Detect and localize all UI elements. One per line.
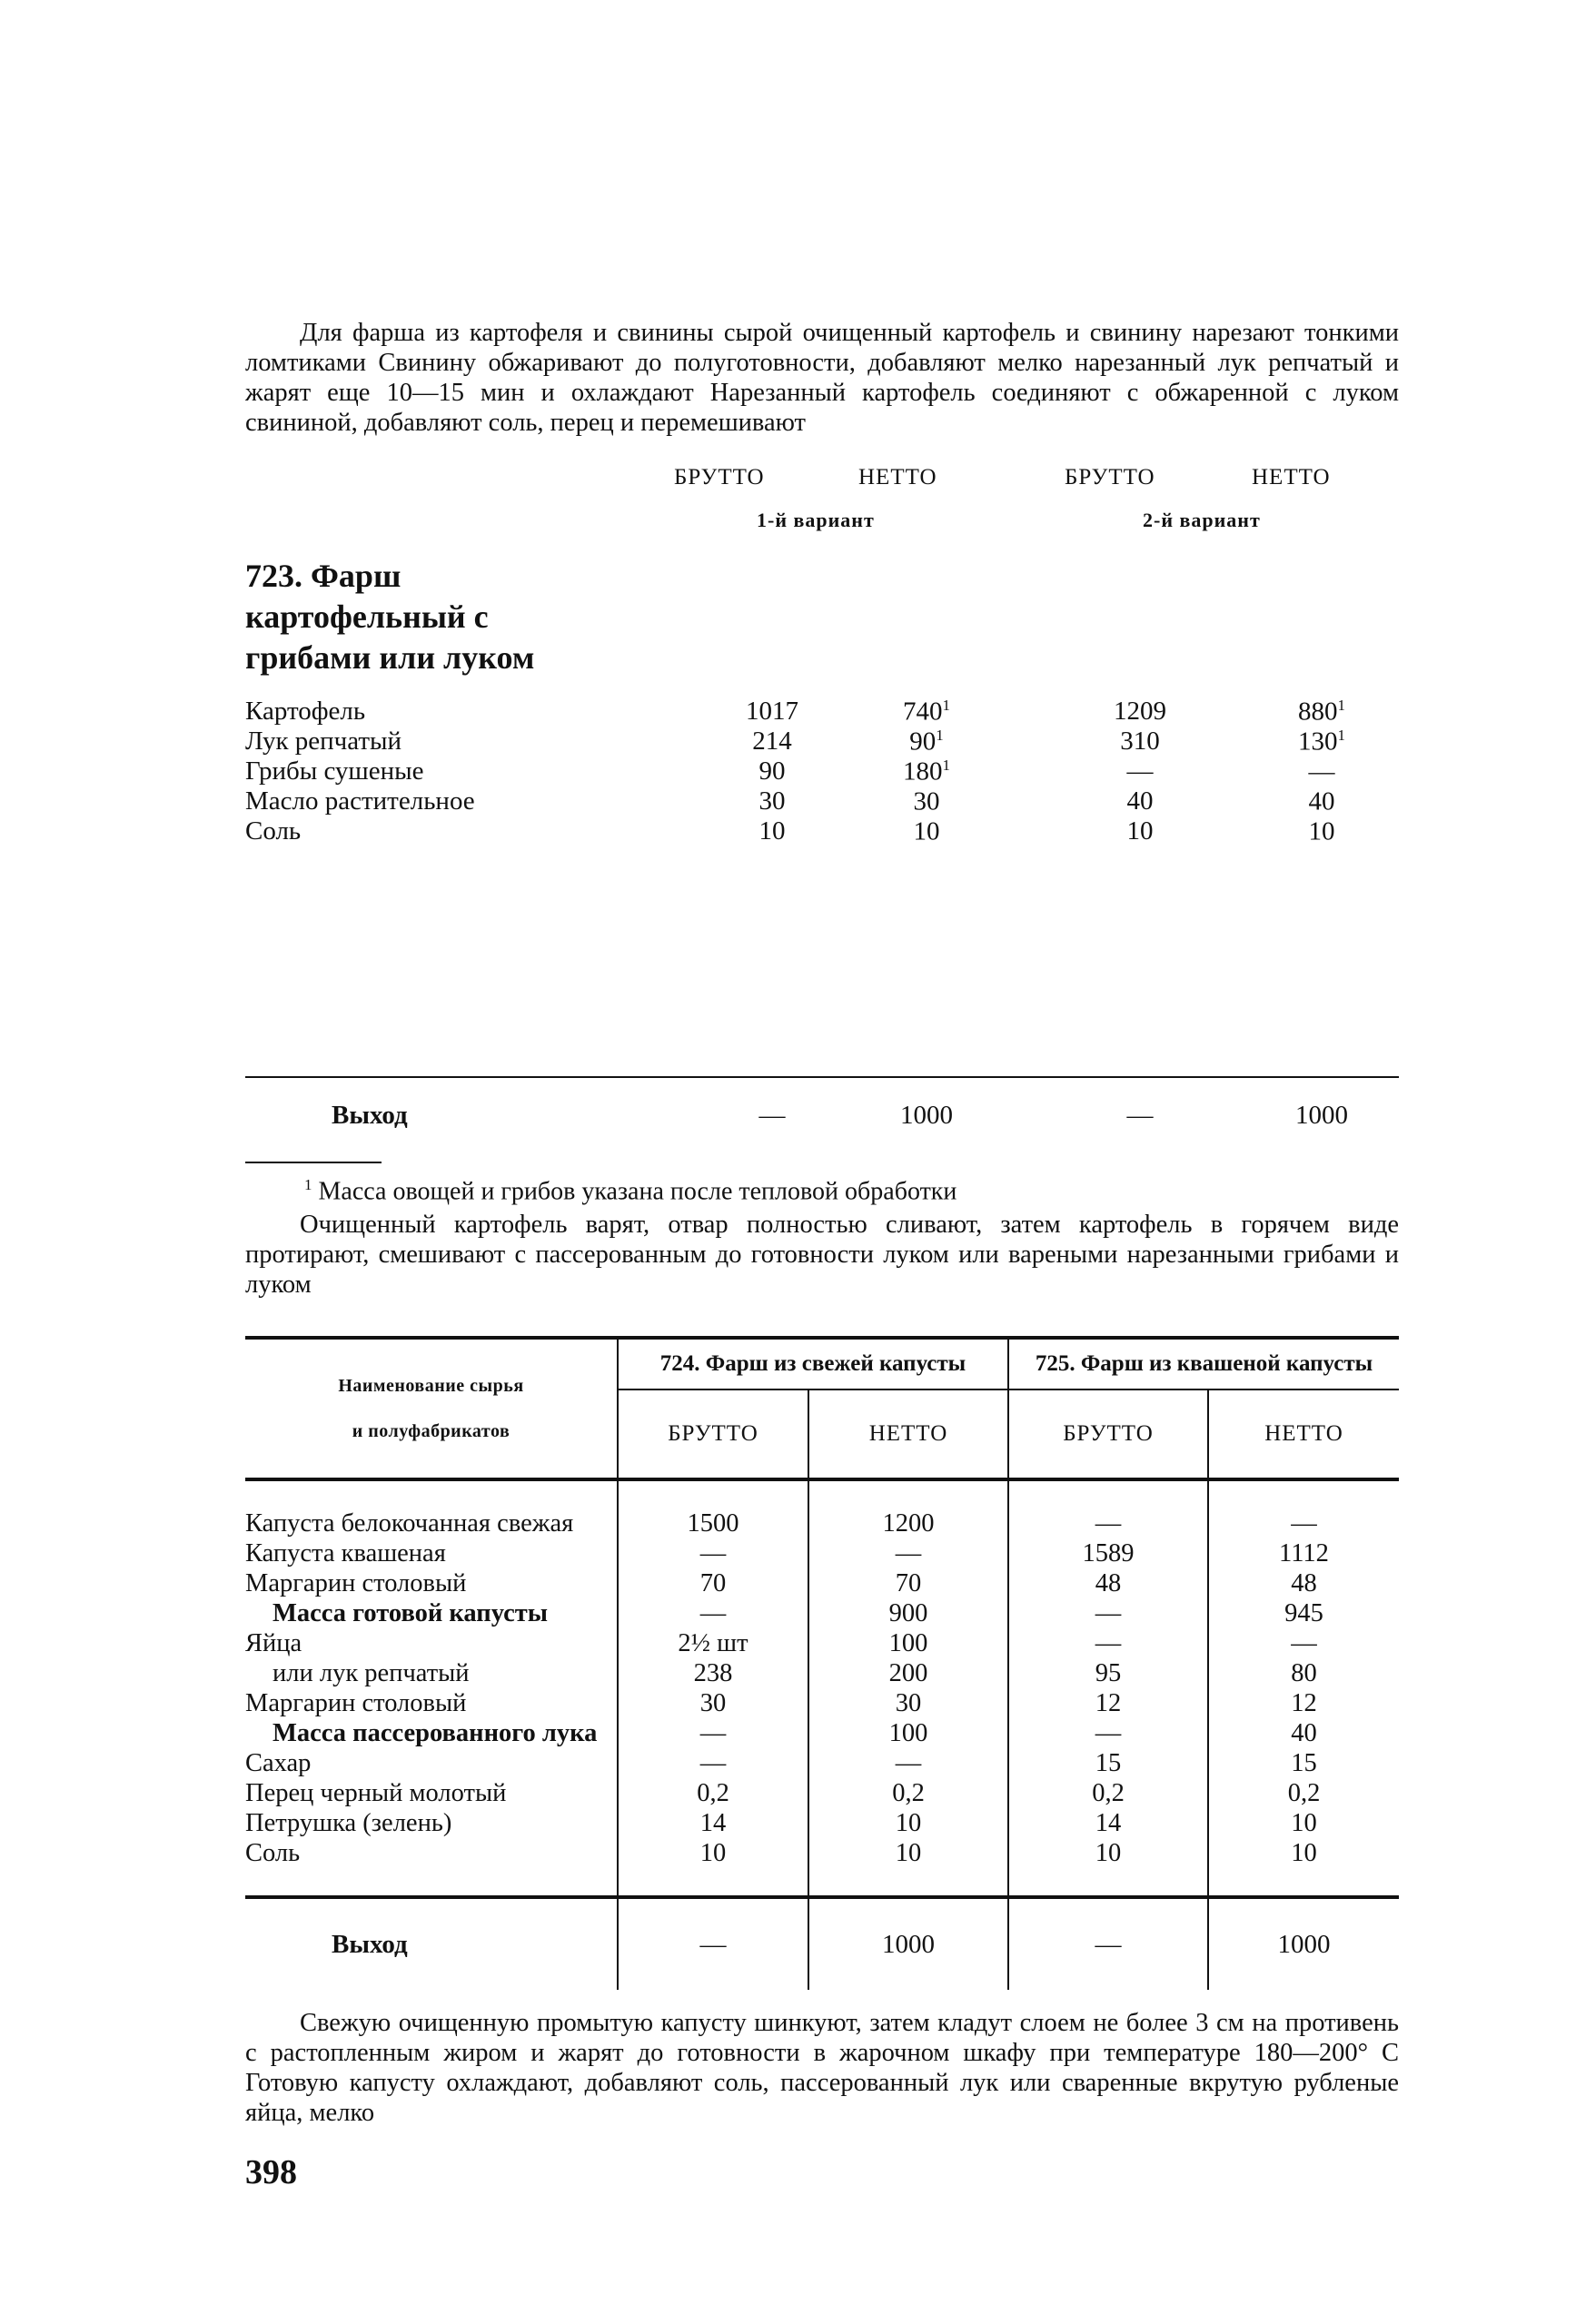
ingredient-name: Масса пассерованного лука <box>273 1719 598 1747</box>
cell-value: 12 <box>1208 1688 1399 1718</box>
netto-1: $740^1$ <box>903 697 950 727</box>
paragraph-3: Свежую очищенную промытую капусту шинкуют, затем кладут слоем не более 3 см на противень с растопленным жиром и жарят до готовности в жарочном шкафу при температуре 180—200° С Готовую капусту охлаждают, добавляют соль, пассерованный лук или сваренные вкрутую рубленые яйца, мелко <box>245 2009 1399 2127</box>
page-content <box>245 318 1399 2128</box>
brutto-2: — <box>1126 757 1154 786</box>
cell-value: — <box>1208 1628 1399 1658</box>
variant-2-label: 2-й вариант <box>1143 509 1261 531</box>
col-header-netto-1: НЕТТО <box>858 465 937 490</box>
cell-value: 10 <box>808 1808 1008 1838</box>
ingredient-row <box>245 697 1399 727</box>
netto-2: — <box>1308 757 1335 786</box>
yield-value: — <box>618 1897 808 1990</box>
brutto-2: 40 <box>1126 786 1154 816</box>
ingredient-name: Маргарин столовый <box>245 1689 467 1717</box>
cell-value: — <box>808 1538 1008 1568</box>
cell-value: 10 <box>1208 1838 1399 1868</box>
title-724: 724. Фарш из свежей капусты <box>618 1338 1008 1389</box>
netto-2: 10 <box>1308 816 1335 846</box>
recipe-723 <box>245 465 1399 1210</box>
netto-2: $880^1$ <box>1298 697 1345 727</box>
netto-2: $130^1$ <box>1298 727 1345 757</box>
col-header-brutto: БРУТТО <box>618 1389 808 1479</box>
col-header-brutto-2: БРУТТО <box>1065 465 1155 490</box>
yield-value: — <box>758 1101 786 1130</box>
cell-value: — <box>1008 1508 1208 1538</box>
cell-value: — <box>618 1538 808 1568</box>
cell-value: 70 <box>808 1568 1008 1598</box>
yield-value: 1000 <box>1208 1897 1399 1990</box>
netto-1: 10 <box>913 816 940 846</box>
brutto-2: 1209 <box>1114 697 1166 726</box>
cell-value: 10 <box>808 1838 1008 1868</box>
brutto-1: 214 <box>752 727 792 756</box>
footnote-ref: 1 <box>942 697 950 714</box>
page-number: 398 <box>245 2153 297 2191</box>
brutto-1: 10 <box>758 816 786 846</box>
cell-value: 900 <box>808 1598 1008 1628</box>
table-row <box>245 1808 1399 1838</box>
brutto-1: 1017 <box>746 697 798 726</box>
cell-value: 48 <box>1008 1568 1208 1598</box>
ingredient-list <box>245 697 1399 846</box>
recipe-table-724-725 <box>245 1336 1399 1990</box>
spacer-row <box>245 1868 1399 1897</box>
intro-paragraph: Для фарша из картофеля и свинины сырой очищенный картофель и свинину нарезают тонкими ломтиками Свинину обжаривают до полуготовности, добавляют мелко нарезанный лук репчатый и жарят еще 10—15 мин и охлаждают Нарезанный картофель соединяют с обжаренной с луком свининой, добавляют соль, перец и перемешивают <box>245 319 1399 437</box>
col-header-netto: НЕТТО <box>1208 1389 1399 1479</box>
cell-value: 100 <box>808 1718 1008 1748</box>
ingredient-row <box>245 816 1399 846</box>
cell-value: 14 <box>618 1808 808 1838</box>
cell-value: — <box>1008 1718 1208 1748</box>
ingredient-name: Капуста квашеная <box>245 1539 446 1567</box>
brutto-2: 310 <box>1120 727 1160 756</box>
cell-value: 0,2 <box>1008 1778 1208 1808</box>
col-header-brutto-1: БРУТТО <box>674 465 765 490</box>
netto-1: $90^1$ <box>909 727 944 757</box>
cell-value: 0,2 <box>618 1778 808 1808</box>
cell-value: 48 <box>1208 1568 1399 1598</box>
yield-label: Выход <box>332 1929 408 1959</box>
cell-value: 12 <box>1008 1688 1208 1718</box>
ingredient-name: Грибы сушеные <box>245 757 424 786</box>
cell-value: — <box>1208 1508 1399 1538</box>
footnote-ref: 1 <box>942 757 950 774</box>
cell-value: 40 <box>1208 1718 1399 1748</box>
cell-value: 238 <box>618 1658 808 1688</box>
table-row <box>245 1718 1399 1748</box>
ingredient-name: Лук репчатый <box>245 727 402 756</box>
cell-value: 1589 <box>1008 1538 1208 1568</box>
brutto-2: 10 <box>1126 816 1154 846</box>
cell-value: — <box>618 1718 808 1748</box>
variant-1-label: 1-й вариант <box>757 509 875 531</box>
ingredient-name: Картофель <box>245 697 366 726</box>
col-header-brutto: БРУТТО <box>1008 1389 1208 1479</box>
yield-label: Выход <box>332 1101 408 1130</box>
ingredient-name: Петрушка (зелень) <box>245 1809 452 1837</box>
table-row <box>245 1508 1399 1538</box>
footnote-ref: 1 <box>936 727 944 744</box>
name-column-header: Наименование сырья и полуфабрикатов <box>245 1338 618 1479</box>
cell-value: 10 <box>618 1838 808 1868</box>
yield-value: 1000 <box>900 1101 953 1130</box>
col-header-netto-2: НЕТТО <box>1252 465 1331 490</box>
cell-value: 1500 <box>618 1508 808 1538</box>
ingredient-name: Перец черный молотый <box>245 1779 507 1807</box>
footnote-ref: 1 <box>1337 697 1345 714</box>
yield-value: 1000 <box>1295 1101 1348 1130</box>
ingredient-name: или лук репчатый <box>273 1659 470 1687</box>
table-row <box>245 1688 1399 1718</box>
cell-value: — <box>618 1748 808 1778</box>
cell-value: 945 <box>1208 1598 1399 1628</box>
table-row <box>245 1538 1399 1568</box>
table-row <box>245 1778 1399 1808</box>
cell-value: 100 <box>808 1628 1008 1658</box>
cell-value: 80 <box>1208 1658 1399 1688</box>
ingredient-name: Маргарин столовый <box>245 1569 467 1597</box>
cell-value: 30 <box>618 1688 808 1718</box>
netto-2: 40 <box>1308 786 1335 816</box>
brutto-1: 90 <box>758 757 786 786</box>
ingredient-row <box>245 786 1399 816</box>
ingredient-row <box>245 727 1399 757</box>
table-row <box>245 1598 1399 1628</box>
cell-value: 0,2 <box>808 1778 1008 1808</box>
ingredient-name: Масло растительное <box>245 786 475 816</box>
yield-value: — <box>1008 1897 1208 1990</box>
divider <box>245 1076 1399 1078</box>
table-row <box>245 1568 1399 1598</box>
ingredient-name: Сахар <box>245 1749 312 1777</box>
yield-value: 1000 <box>808 1897 1008 1990</box>
yield-row <box>245 1897 1399 1990</box>
ingredient-name: Капуста белокочанная свежая <box>245 1509 574 1538</box>
paragraph-2: Очищенный картофель варят, отвар полностью сливают, затем картофель в горячем виде протирают, смешивают с пассерованным до готовности луком или вареными нарезанными грибами и луком <box>245 1211 1399 1299</box>
footnote-mark: 1 <box>304 1176 312 1193</box>
yield-value: — <box>1126 1101 1154 1130</box>
cell-value: 30 <box>808 1688 1008 1718</box>
yield-row <box>245 1101 1399 1137</box>
ingredient-row <box>245 757 1399 786</box>
col-header-netto: НЕТТО <box>808 1389 1008 1479</box>
ingredient-name: Яйца <box>245 1629 302 1657</box>
recipe-title: 723. Фарш картофельный с грибами или луком <box>245 558 535 676</box>
cell-value: 14 <box>1008 1808 1208 1838</box>
cell-value: 95 <box>1008 1658 1208 1688</box>
cell-value: 10 <box>1008 1838 1208 1868</box>
netto-1: $180^1$ <box>903 757 950 786</box>
cell-value: — <box>1008 1598 1208 1628</box>
cell-value: 15 <box>1008 1748 1208 1778</box>
spacer-row <box>245 1479 1399 1508</box>
table-row <box>245 1658 1399 1688</box>
cell-value: — <box>1008 1628 1208 1658</box>
cell-value: 15 <box>1208 1748 1399 1778</box>
ingredient-name: Масса готовой капусты <box>273 1599 548 1627</box>
cell-value: 1112 <box>1208 1538 1399 1568</box>
brutto-1: 30 <box>758 786 786 816</box>
table-row <box>245 1838 1399 1868</box>
footnote <box>304 1176 957 1206</box>
table-body <box>245 1479 1399 1897</box>
footnote-divider <box>245 1162 382 1163</box>
footnote-text: Масса овощей и грибов указана после тепловой обработки <box>318 1177 957 1206</box>
title-725: 725. Фарш из квашеной капусты <box>1008 1338 1399 1389</box>
cell-value: 2½ шт <box>618 1628 808 1658</box>
cell-value: — <box>618 1598 808 1628</box>
ingredient-name: Соль <box>245 816 302 846</box>
cell-value: 0,2 <box>1208 1778 1399 1808</box>
cell-value: — <box>808 1748 1008 1778</box>
cell-value: 10 <box>1208 1808 1399 1838</box>
footnote-ref: 1 <box>1337 727 1345 744</box>
cell-value: 70 <box>618 1568 808 1598</box>
netto-1: 30 <box>913 786 940 816</box>
cell-value: 200 <box>808 1658 1008 1688</box>
table-row <box>245 1748 1399 1778</box>
table-row <box>245 1628 1399 1658</box>
ingredient-name: Соль <box>245 1839 301 1867</box>
cell-value: 1200 <box>808 1508 1008 1538</box>
